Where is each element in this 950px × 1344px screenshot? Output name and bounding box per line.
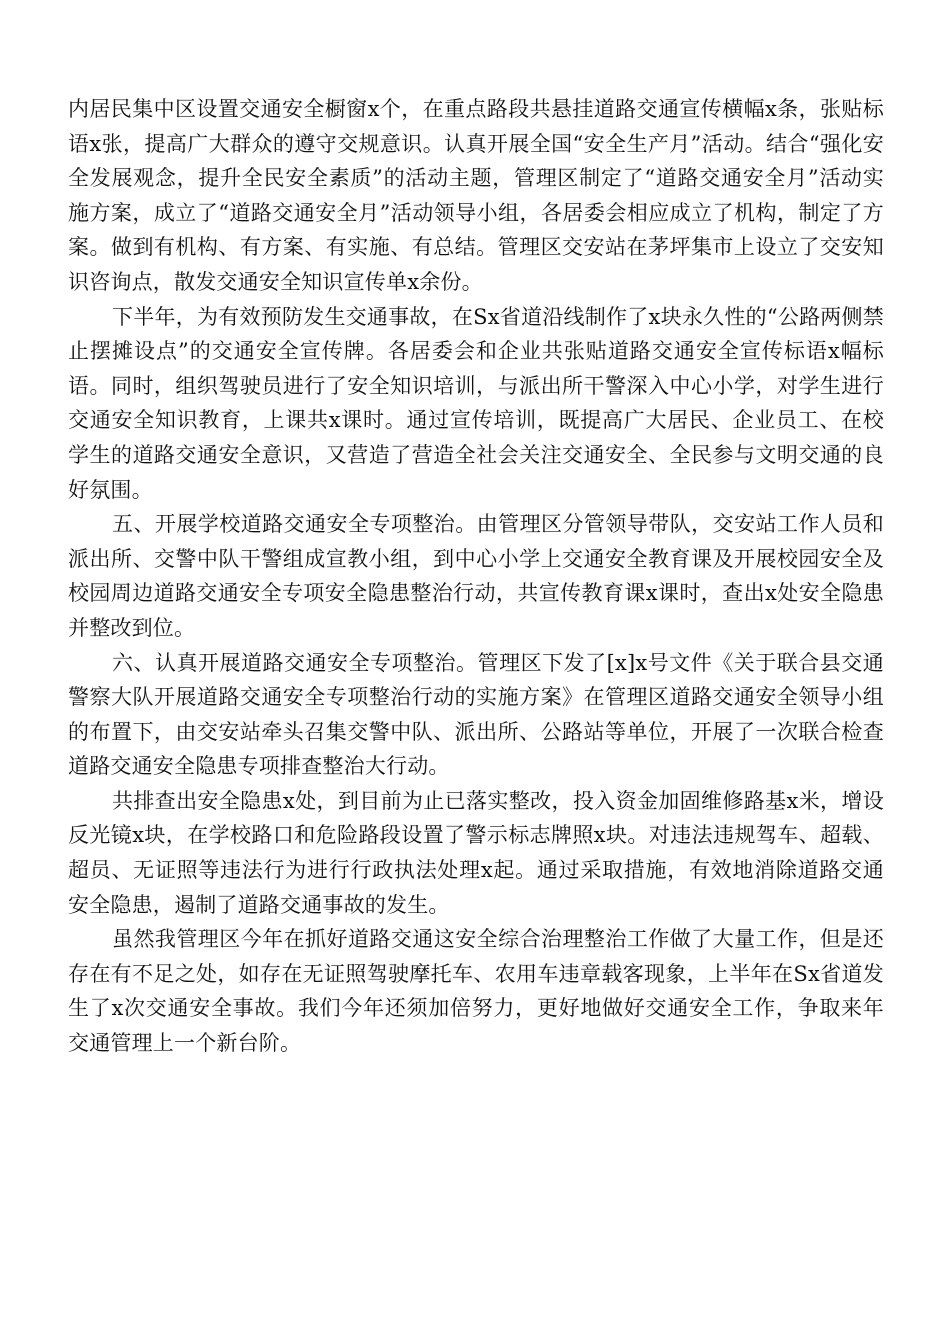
- paragraph-1: 内居民集中区设置交通安全橱窗x个，在重点路段共悬挂道路交通宣传横幅x条，张贴标语x张，提高广大群众的遵守交规意识。认真开展全国“安全生产月”活动。结合“强化安全发展观念，提升全民安全素质”的活动主题，管理区制定了“道路交通安全月”活动实施方案，成立了“道路交通安全月”活动领导小组，各居委会相应成立了机构，制定了方案。做到有机构、有方案、有实施、有总结。管理区交安站在茅坪集市上设立了交安知识咨询点，散发交通安全知识宣传单x余份。: [68, 97, 884, 294]
- document-body: [68, 92, 884, 1061]
- paragraph-6: 虽然我管理区今年在抓好道路交通这安全综合治理整治工作做了大量工作，但是还存在有不足之处，如存在无证照驾驶摩托车、农用车违章载客现象，上半年在Sx省道发生了x次交通安全事故。我们今年还须加倍努力，更好地做好交通安全工作，争取来年交通管理上一个新台阶。: [68, 927, 884, 1056]
- paragraph-4: 六、认真开展道路交通安全专项整治。管理区下发了[x]x号文件《关于联合县交通警察大队开展道路交通安全专项整治行动的实施方案》在管理区道路交通安全领导小组的布置下，由交安站牵头召集交警中队、派出所、公路站等单位，开展了一次联合检查道路交通安全隐患专项排查整治大行动。: [68, 650, 884, 779]
- paragraph-2: 下半年，为有效预防发生交通事故，在Sx省道沿线制作了x块永久性的“公路两侧禁止摆摊设点”的交通安全宣传牌。各居委会和企业共张贴道路交通安全宣传标语x幅标语。同时，组织驾驶员进行了安全知识培训，与派出所干警深入中心小学，对学生进行交通安全知识教育，上课共x课时。通过宣传培训，既提高广大居民、企业员工、在校学生的道路交通安全意识，又营造了营造全社会关注交通安全、全民参与文明交通的良好氛围。: [68, 304, 884, 502]
- paragraph-3: 五、开展学校道路交通安全专项整治。由管理区分管领导带队，交安站工作人员和派出所、交警中队干警组成宣教小组，到中心小学上交通安全教育课及开展校园安全及校园周边道路交通安全专项安全隐患整治行动，共宣传教育课x课时，查出x处安全隐患并整改到位。: [68, 512, 884, 640]
- paragraph-5: 共排查出安全隐患x处，到目前为止已落实整改，投入资金加固维修路基x米，增设反光镜x块，在学校路口和危险路段设置了警示标志牌照x块。对违法违规驾车、超载、超员、无证照等违法行为进行行政执法处理x起。通过采取措施，有效地消除道路交通安全隐患，遏制了道路交通事故的发生。: [68, 788, 884, 917]
